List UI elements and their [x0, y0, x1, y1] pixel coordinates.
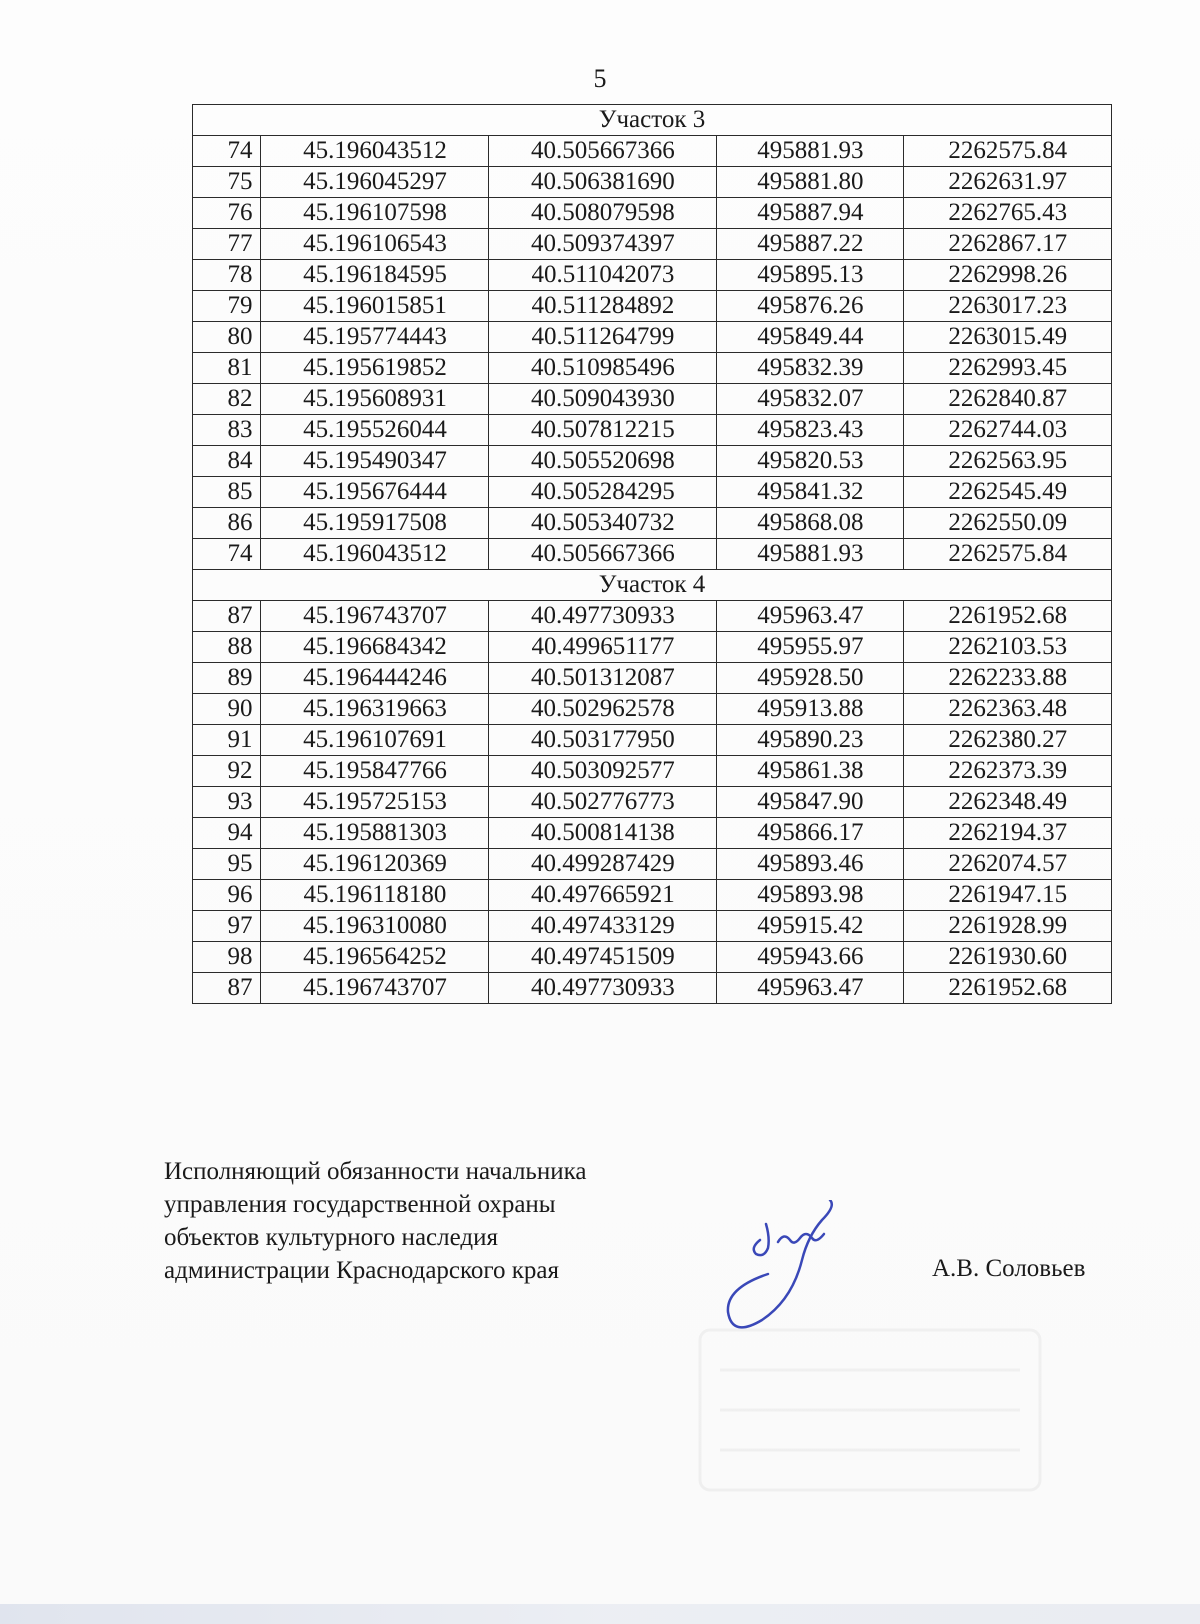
longitude-cell: 40.509043930: [489, 384, 717, 415]
longitude-cell: 40.511264799: [489, 322, 717, 353]
coord-y-cell: 2262840.87: [904, 384, 1112, 415]
point-number-cell: 85: [193, 477, 261, 508]
coord-y-cell: 2262373.39: [904, 756, 1112, 787]
coord-x-cell: 495866.17: [717, 818, 904, 849]
coord-y-cell: 2262563.95: [904, 446, 1112, 477]
coord-y-cell: 2262550.09: [904, 508, 1112, 539]
coord-y-cell: 2262103.53: [904, 632, 1112, 663]
point-number-cell: 80: [193, 322, 261, 353]
longitude-cell: 40.506381690: [489, 167, 717, 198]
coord-y-cell: 2263017.23: [904, 291, 1112, 322]
coord-y-cell: 2263015.49: [904, 322, 1112, 353]
point-number-cell: 83: [193, 415, 261, 446]
signature-block: [164, 1155, 586, 1287]
point-number-cell: 79: [193, 291, 261, 322]
coord-x-cell: 495943.66: [717, 942, 904, 973]
longitude-cell: 40.505340732: [489, 508, 717, 539]
position-line-2: управления государственной охраны: [164, 1191, 556, 1218]
coord-x-cell: 495876.26: [717, 291, 904, 322]
table-row: [193, 415, 1112, 446]
latitude-cell: 45.196120369: [261, 849, 489, 880]
longitude-cell: 40.499651177: [489, 632, 717, 663]
latitude-cell: 45.195490347: [261, 446, 489, 477]
page-number: 5: [593, 64, 607, 93]
latitude-cell: 45.195881303: [261, 818, 489, 849]
coord-x-cell: 495868.08: [717, 508, 904, 539]
table-row: [193, 229, 1112, 260]
point-number-cell: 89: [193, 663, 261, 694]
longitude-cell: 40.503177950: [489, 725, 717, 756]
table-row: [193, 477, 1112, 508]
coord-y-cell: 2261930.60: [904, 942, 1112, 973]
point-number-cell: 75: [193, 167, 261, 198]
coord-x-cell: 495955.97: [717, 632, 904, 663]
coord-x-cell: 495887.94: [717, 198, 904, 229]
table-row: [193, 725, 1112, 756]
table-row: [193, 694, 1112, 725]
latitude-cell: 45.195526044: [261, 415, 489, 446]
coord-x-cell: 495881.80: [717, 167, 904, 198]
coord-y-cell: 2262631.97: [904, 167, 1112, 198]
coord-x-cell: 495861.38: [717, 756, 904, 787]
section-header-row: [193, 570, 1112, 601]
coord-y-cell: 2262993.45: [904, 353, 1112, 384]
longitude-cell: 40.505520698: [489, 446, 717, 477]
latitude-cell: 45.196743707: [261, 601, 489, 632]
point-number-cell: 78: [193, 260, 261, 291]
latitude-cell: 45.195847766: [261, 756, 489, 787]
coord-x-cell: 495915.42: [717, 911, 904, 942]
longitude-cell: 40.499287429: [489, 849, 717, 880]
longitude-cell: 40.509374397: [489, 229, 717, 260]
point-number-cell: 88: [193, 632, 261, 663]
point-number-cell: 77: [193, 229, 261, 260]
point-number-cell: 98: [193, 942, 261, 973]
longitude-cell: 40.503092577: [489, 756, 717, 787]
position-line-1: Исполняющий обязанности начальника: [164, 1158, 587, 1185]
coord-x-cell: 495928.50: [717, 663, 904, 694]
coord-x-cell: 495823.43: [717, 415, 904, 446]
longitude-cell: 40.508079598: [489, 198, 717, 229]
latitude-cell: 45.196444246: [261, 663, 489, 694]
longitude-cell: 40.500814138: [489, 818, 717, 849]
coord-x-cell: 495849.44: [717, 322, 904, 353]
section-title: Участок 3: [193, 105, 1112, 136]
longitude-cell: 40.511042073: [489, 260, 717, 291]
latitude-cell: 45.196743707: [261, 973, 489, 1004]
longitude-cell: 40.507812215: [489, 415, 717, 446]
latitude-cell: 45.196043512: [261, 136, 489, 167]
table-row: [193, 942, 1112, 973]
coord-x-cell: 495847.90: [717, 787, 904, 818]
point-number-cell: 90: [193, 694, 261, 725]
coordinates-table-body: [193, 105, 1112, 1004]
latitude-cell: 45.196107598: [261, 198, 489, 229]
latitude-cell: 45.196564252: [261, 942, 489, 973]
coord-x-cell: 495820.53: [717, 446, 904, 477]
coord-x-cell: 495893.98: [717, 880, 904, 911]
coord-y-cell: 2261952.68: [904, 601, 1112, 632]
latitude-cell: 45.196107691: [261, 725, 489, 756]
latitude-cell: 45.196319663: [261, 694, 489, 725]
latitude-cell: 45.195608931: [261, 384, 489, 415]
table-row: [193, 663, 1112, 694]
longitude-cell: 40.502776773: [489, 787, 717, 818]
table-row: [193, 539, 1112, 570]
table-row: [193, 973, 1112, 1004]
table-row: [193, 508, 1112, 539]
longitude-cell: 40.497665921: [489, 880, 717, 911]
longitude-cell: 40.497451509: [489, 942, 717, 973]
coord-y-cell: 2261928.99: [904, 911, 1112, 942]
coord-x-cell: 495832.07: [717, 384, 904, 415]
scan-edge-strip: [0, 1604, 1200, 1624]
longitude-cell: 40.505667366: [489, 136, 717, 167]
coord-y-cell: 2262194.37: [904, 818, 1112, 849]
latitude-cell: 45.195917508: [261, 508, 489, 539]
point-number-cell: 86: [193, 508, 261, 539]
longitude-cell: 40.497730933: [489, 973, 717, 1004]
coord-x-cell: 495832.39: [717, 353, 904, 384]
table-row: [193, 911, 1112, 942]
coordinates-table: [192, 104, 1112, 1004]
latitude-cell: 45.196045297: [261, 167, 489, 198]
longitude-cell: 40.501312087: [489, 663, 717, 694]
table-row: [193, 632, 1112, 663]
table-row: [193, 291, 1112, 322]
coord-y-cell: 2262575.84: [904, 539, 1112, 570]
latitude-cell: 45.195774443: [261, 322, 489, 353]
latitude-cell: 45.196106543: [261, 229, 489, 260]
latitude-cell: 45.196310080: [261, 911, 489, 942]
faded-stamp-mark: [680, 1320, 1060, 1500]
coord-x-cell: 495887.22: [717, 229, 904, 260]
point-number-cell: 96: [193, 880, 261, 911]
point-number-cell: 92: [193, 756, 261, 787]
point-number-cell: 82: [193, 384, 261, 415]
coord-x-cell: 495841.32: [717, 477, 904, 508]
longitude-cell: 40.502962578: [489, 694, 717, 725]
longitude-cell: 40.505667366: [489, 539, 717, 570]
table-row: [193, 756, 1112, 787]
section-title: Участок 4: [193, 570, 1112, 601]
point-number-cell: 87: [193, 601, 261, 632]
latitude-cell: 45.196684342: [261, 632, 489, 663]
section-header-row: [193, 105, 1112, 136]
coord-x-cell: 495893.46: [717, 849, 904, 880]
coord-y-cell: 2262744.03: [904, 415, 1112, 446]
latitude-cell: 45.196043512: [261, 539, 489, 570]
point-number-cell: 74: [193, 136, 261, 167]
coord-y-cell: 2262233.88: [904, 663, 1112, 694]
table-row: [193, 167, 1112, 198]
latitude-cell: 45.196015851: [261, 291, 489, 322]
table-row: [193, 198, 1112, 229]
longitude-cell: 40.510985496: [489, 353, 717, 384]
latitude-cell: 45.195725153: [261, 787, 489, 818]
longitude-cell: 40.511284892: [489, 291, 717, 322]
point-number-cell: 74: [193, 539, 261, 570]
longitude-cell: 40.505284295: [489, 477, 717, 508]
point-number-cell: 87: [193, 973, 261, 1004]
point-number-cell: 94: [193, 818, 261, 849]
point-number-cell: 93: [193, 787, 261, 818]
point-number-cell: 95: [193, 849, 261, 880]
coord-y-cell: 2262765.43: [904, 198, 1112, 229]
point-number-cell: 81: [193, 353, 261, 384]
latitude-cell: 45.195619852: [261, 353, 489, 384]
latitude-cell: 45.196184595: [261, 260, 489, 291]
coord-y-cell: 2262074.57: [904, 849, 1112, 880]
coord-y-cell: 2262575.84: [904, 136, 1112, 167]
table-row: [193, 136, 1112, 167]
position-line-4: администрации Краснодарского края: [164, 1257, 560, 1284]
latitude-cell: 45.195676444: [261, 477, 489, 508]
point-number-cell: 84: [193, 446, 261, 477]
table-row: [193, 260, 1112, 291]
latitude-cell: 45.196118180: [261, 880, 489, 911]
position-line-3: объектов культурного наследия: [164, 1224, 498, 1251]
coord-x-cell: 495963.47: [717, 601, 904, 632]
table-row: [193, 353, 1112, 384]
signer-name: А.В. Соловьев: [932, 1255, 1086, 1282]
coord-y-cell: 2262998.26: [904, 260, 1112, 291]
table-row: [193, 849, 1112, 880]
coord-x-cell: 495881.93: [717, 136, 904, 167]
table-row: [193, 787, 1112, 818]
point-number-cell: 76: [193, 198, 261, 229]
coord-x-cell: 495890.23: [717, 725, 904, 756]
coord-y-cell: 2262545.49: [904, 477, 1112, 508]
coord-x-cell: 495913.88: [717, 694, 904, 725]
table-row: [193, 818, 1112, 849]
table-row: [193, 601, 1112, 632]
coord-y-cell: 2261947.15: [904, 880, 1112, 911]
coord-x-cell: 495963.47: [717, 973, 904, 1004]
coord-y-cell: 2262867.17: [904, 229, 1112, 260]
table-row: [193, 384, 1112, 415]
table-row: [193, 880, 1112, 911]
coord-y-cell: 2262363.48: [904, 694, 1112, 725]
coord-y-cell: 2262380.27: [904, 725, 1112, 756]
coord-y-cell: 2261952.68: [904, 973, 1112, 1004]
longitude-cell: 40.497730933: [489, 601, 717, 632]
coord-y-cell: 2262348.49: [904, 787, 1112, 818]
table-row: [193, 446, 1112, 477]
coord-x-cell: 495881.93: [717, 539, 904, 570]
point-number-cell: 97: [193, 911, 261, 942]
coord-x-cell: 495895.13: [717, 260, 904, 291]
table-row: [193, 322, 1112, 353]
longitude-cell: 40.497433129: [489, 911, 717, 942]
point-number-cell: 91: [193, 725, 261, 756]
